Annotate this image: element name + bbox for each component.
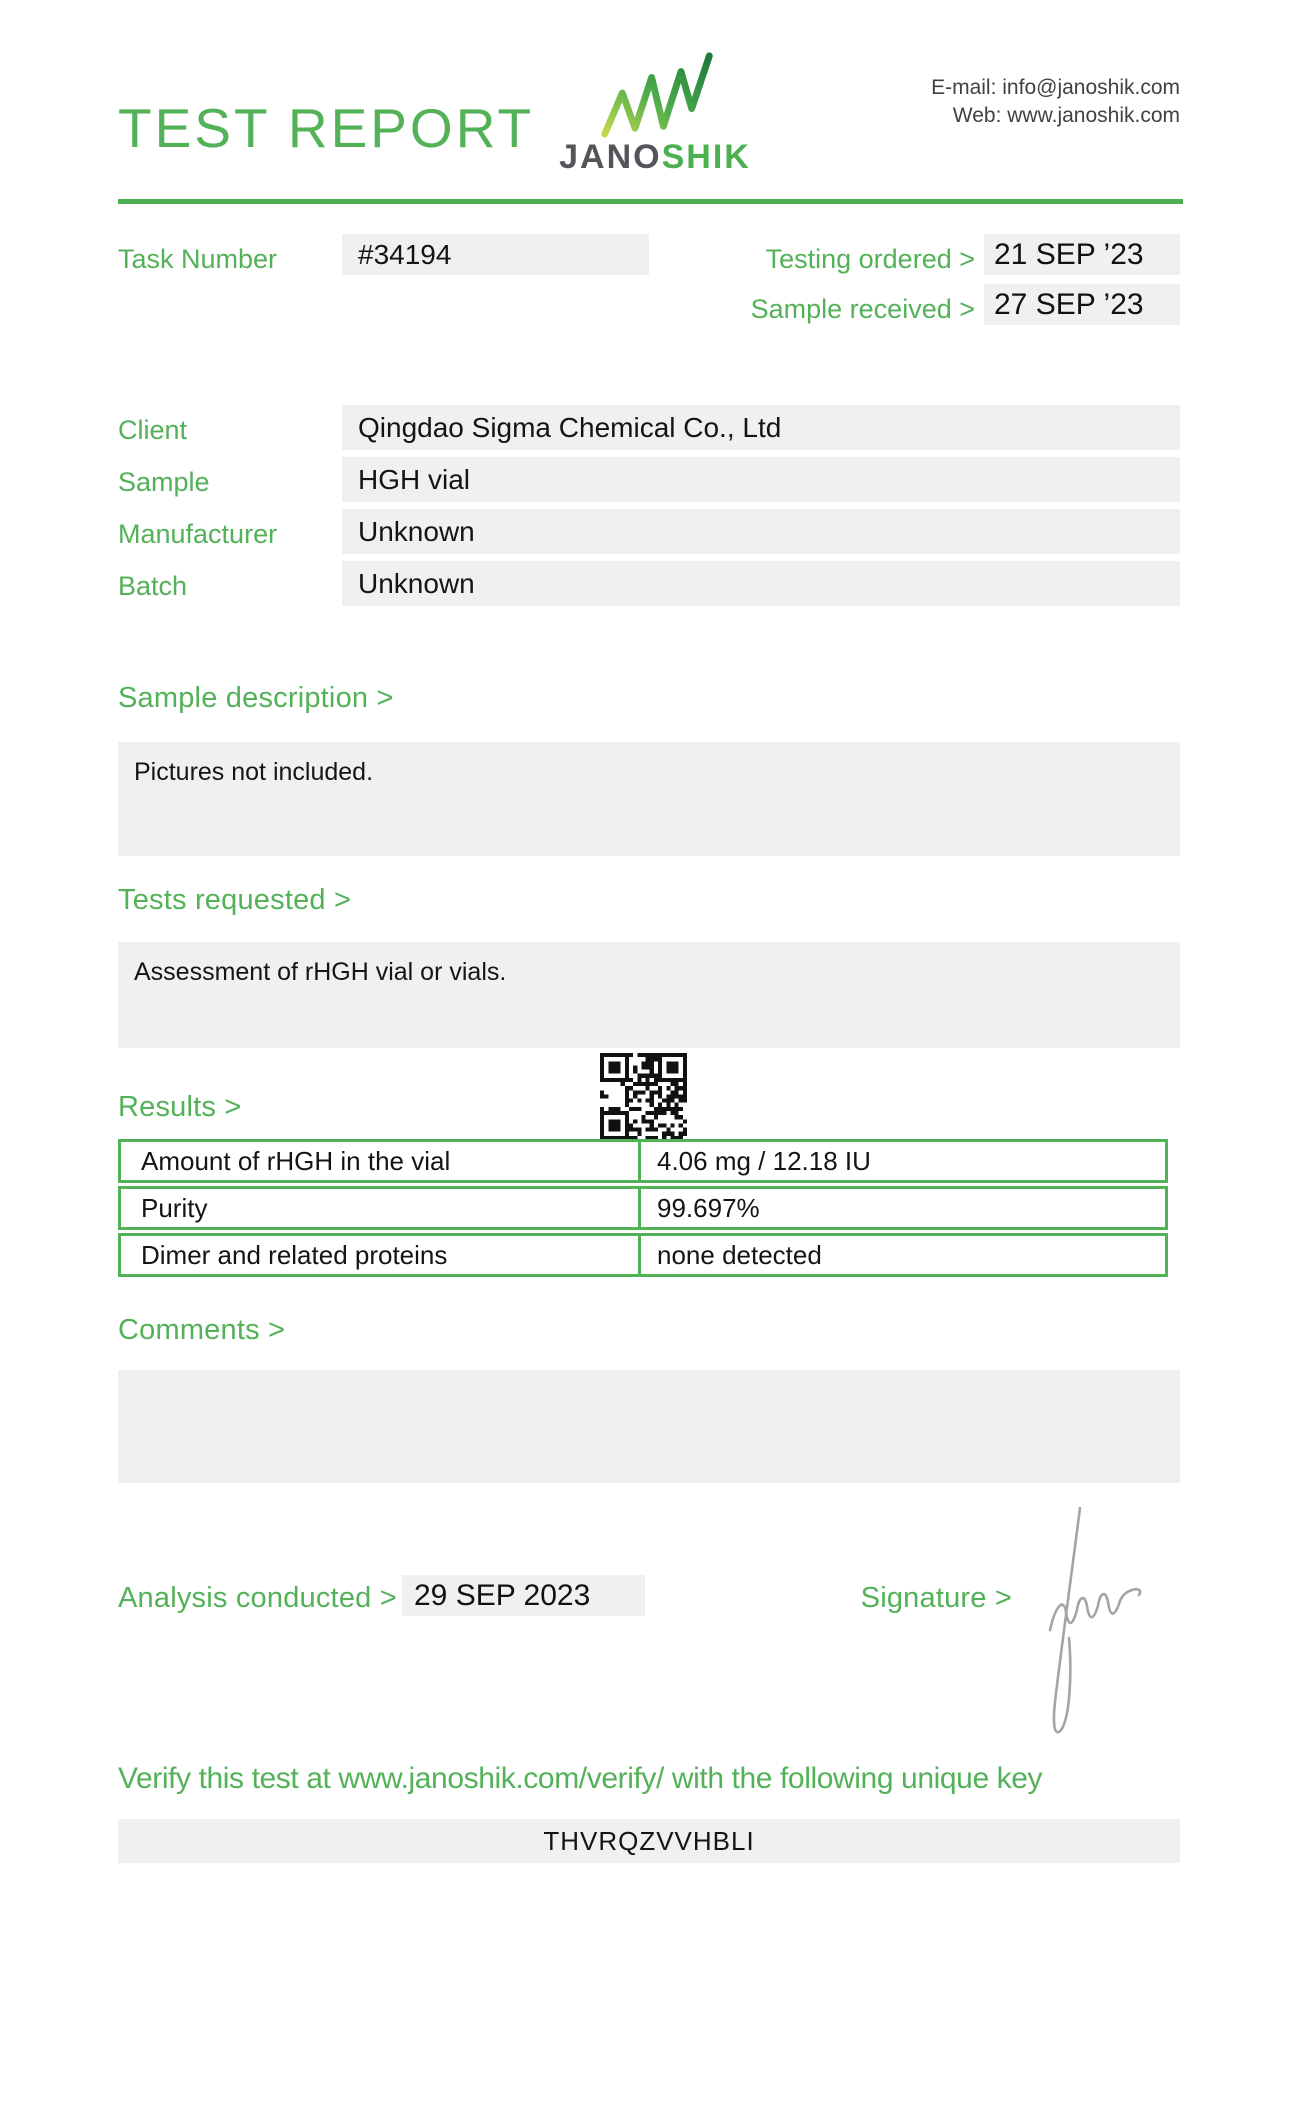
comments-text xyxy=(118,1370,1180,1398)
table-row xyxy=(118,1139,1168,1183)
signature-label: Signature > xyxy=(860,1582,1012,1614)
sample-received-value: 27 SEP ’23 xyxy=(984,284,1180,325)
sample-description-heading: Sample description > xyxy=(118,682,394,714)
verify-heading: Verify this test at www.janoshik.com/verify/ with the following unique key xyxy=(118,1762,1043,1795)
growth-chart-icon xyxy=(590,50,725,138)
web-value: www.janoshik.com xyxy=(1007,104,1180,127)
logo-wordmark xyxy=(540,138,770,177)
page-title: TEST REPORT xyxy=(118,97,535,159)
result-value: 99.697% xyxy=(657,1192,760,1223)
analysis-date-value: 29 SEP 2023 xyxy=(402,1575,645,1616)
tests-requested-text: Assessment of rHGH vial or vials. xyxy=(134,958,507,986)
tests-requested-box xyxy=(118,942,1180,1048)
logo-text-green: SHIK xyxy=(661,138,751,176)
contact-email-line xyxy=(931,74,1180,102)
signature-image xyxy=(1020,1488,1160,1748)
contact-block xyxy=(931,74,1180,130)
field-label-batch: Batch xyxy=(118,571,188,601)
field-label-sample: Sample xyxy=(118,467,210,497)
tests-requested-heading: Tests requested > xyxy=(118,884,352,916)
qr-code xyxy=(600,1053,687,1140)
result-name: Dimer and related proteins xyxy=(121,1236,641,1274)
field-value-batch: Unknown xyxy=(342,561,1180,606)
header-divider xyxy=(118,199,1183,204)
comments-heading: Comments > xyxy=(118,1314,286,1346)
sample-received-label: Sample received > xyxy=(750,294,975,324)
field-value-manufacturer: Unknown xyxy=(342,509,1180,554)
table-row xyxy=(118,1186,1168,1230)
sample-description-text: Pictures not included. xyxy=(134,758,374,786)
field-value-client: Qingdao Sigma Chemical Co., Ltd xyxy=(342,405,1180,450)
testing-ordered-label: Testing ordered > xyxy=(765,244,975,274)
contact-web-line xyxy=(931,102,1180,130)
task-number-value: #34194 xyxy=(342,234,649,275)
results-heading: Results > xyxy=(118,1091,242,1123)
result-name: Amount of rHGH in the vial xyxy=(121,1142,641,1180)
table-row xyxy=(118,1233,1168,1277)
results-table xyxy=(118,1139,1168,1277)
result-name: Purity xyxy=(121,1189,641,1227)
testing-ordered-value: 21 SEP ’23 xyxy=(984,234,1180,275)
web-label: Web: xyxy=(952,104,1002,127)
email-value: info@janoshik.com xyxy=(1002,76,1180,99)
result-value: none detected xyxy=(657,1239,822,1270)
task-number-label: Task Number xyxy=(118,244,278,274)
analysis-conducted-label: Analysis conducted > xyxy=(118,1582,397,1614)
comments-box xyxy=(118,1370,1180,1483)
field-label-client: Client xyxy=(118,415,188,445)
result-value: 4.06 mg / 12.18 IU xyxy=(657,1145,871,1176)
logo-text-dark: JANO xyxy=(559,138,662,176)
sample-description-box xyxy=(118,742,1180,856)
field-value-sample: HGH vial xyxy=(342,457,1180,502)
field-label-manufacturer: Manufacturer xyxy=(118,519,278,549)
verify-key: THVRQZVVHBLI xyxy=(118,1819,1180,1863)
email-label: E-mail: xyxy=(931,76,997,99)
